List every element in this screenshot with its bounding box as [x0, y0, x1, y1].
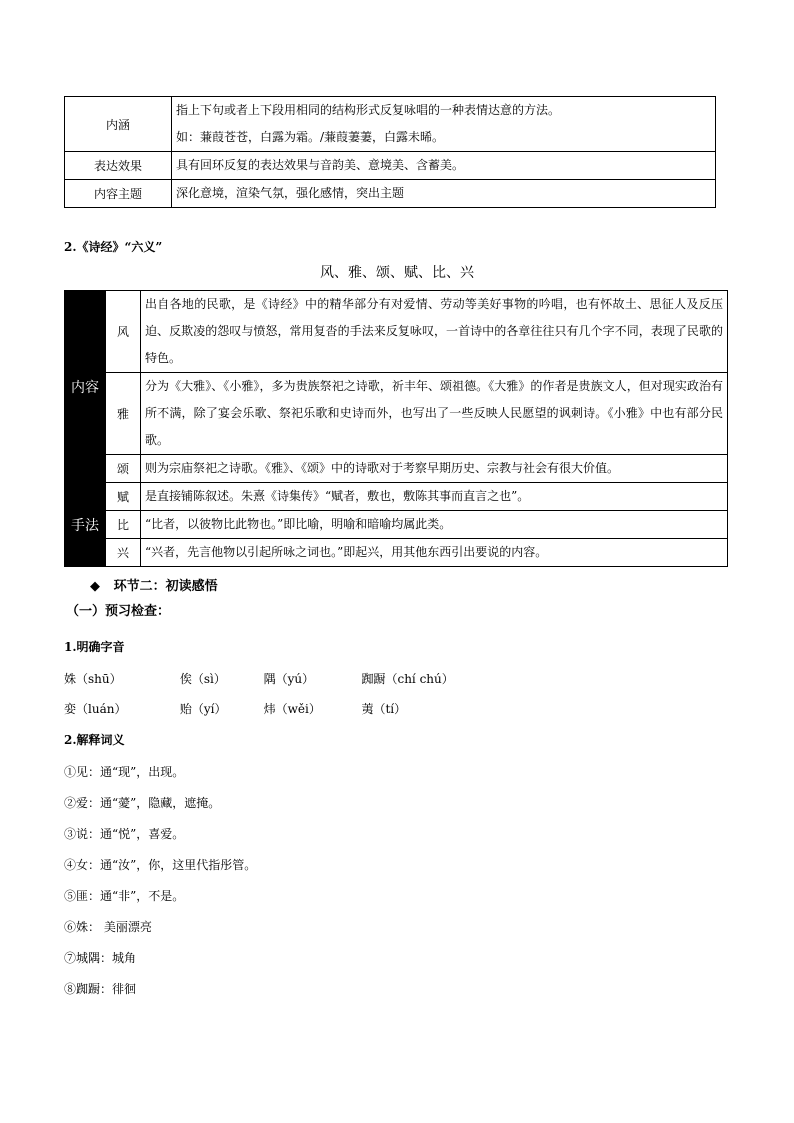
pinyin-row — [64, 670, 454, 687]
section-heading: 2.《诗经》“六义” — [64, 240, 163, 254]
section2-heading-row — [90, 575, 218, 594]
table-row — [65, 152, 716, 180]
pinyin-item: 炜（wěi） — [263, 702, 321, 716]
pronunciation-heading: 1.明确字音 — [64, 640, 125, 654]
row-line: 指上下句或者上下段用相同的结构形式反复咏唱的一种表情达意的方法。 — [176, 103, 561, 117]
row-value — [172, 97, 716, 152]
section-title: 风、雅、颂、赋、比、兴 — [320, 265, 474, 281]
row-key: 风 — [106, 291, 141, 373]
liuyi-table — [64, 290, 728, 567]
row-text: 则为宗庙祭祀之诗歌。《雅》、《颂》中的诗歌对于考察早期历史、宗教与社会有很大价值。 — [141, 455, 728, 483]
row-text: 出自各地的民歌，是《诗经》中的精华部分有对爱情、劳动等美好事物的吟唱，也有怀故土、思征人及反压迫、反欺凌的怨叹与愤怒，常用复沓的手法来反复咏叹，一首诗中的各章往往只有几个字不同，表现了民歌的特色。 — [141, 291, 728, 373]
table-row — [65, 483, 728, 511]
vocab-item: ③说：通“悦”，喜爱。 — [64, 827, 185, 841]
vocab-item: ②爱：通“薆”，隐藏，遮掩。 — [64, 796, 221, 810]
table-row — [65, 180, 716, 208]
sub-heading: （一）预习检查： — [66, 604, 171, 619]
table-row — [65, 455, 728, 483]
row-key: 兴 — [106, 539, 141, 567]
row-value: 深化意境，渲染气氛，强化感情，突出主题 — [172, 180, 716, 208]
table-row — [65, 373, 728, 455]
row-line: 如：蒹葭苍苍，白露为霜。/蒹葭萋萋，白露未晞。 — [176, 130, 445, 144]
row-key: 比 — [106, 511, 141, 539]
row-key: 内涵 — [65, 97, 172, 152]
pinyin-item: 姝（shū） — [64, 672, 122, 686]
pinyin-row — [64, 700, 406, 717]
pinyin-item: 荑（tí） — [361, 702, 407, 716]
row-text: “比者，以彼物比此物也。”即比喻，明喻和暗喻均属此类。 — [141, 511, 728, 539]
pinyin-item: 隅（yú） — [263, 672, 315, 686]
row-key: 雅 — [106, 373, 141, 455]
content-label: 内容 — [65, 291, 106, 483]
table-row — [65, 539, 728, 567]
vocab-item: ⑤匪：通“非”，不是。 — [64, 889, 185, 903]
row-key: 内容主题 — [65, 180, 172, 208]
row-key: 表达效果 — [65, 152, 172, 180]
vocab-item: ⑥姝： 美丽漂亮 — [64, 920, 152, 934]
vocab-item: ④女：通“汝”，你，这里代指彤管。 — [64, 858, 257, 872]
pinyin-item: 贻（yí） — [179, 702, 227, 716]
vocab-item: ①见：通“现”，出现。 — [64, 765, 185, 779]
row-text: “兴者，先言他物以引起所咏之词也。”即起兴，用其他东西引出要说的内容。 — [141, 539, 728, 567]
table-row — [65, 291, 728, 373]
table-row — [65, 511, 728, 539]
section2-heading: 环节二：初读感悟 — [113, 579, 218, 594]
row-text: 分为《大雅》、《小雅》，多为贵族祭祀之诗歌，祈丰年、颂祖德。《大雅》的作者是贵族文人，但对现实政治有所不满，除了宴会乐歌、祭祀乐歌和史诗而外，也写出了一些反映人民愿望的讽刺诗。《小雅》中也有部分民歌。 — [141, 373, 728, 455]
method-label: 手法 — [65, 483, 106, 567]
pinyin-item: 娈（luán） — [64, 702, 127, 716]
pinyin-item: 俟（sì） — [179, 672, 226, 686]
row-key: 颂 — [106, 455, 141, 483]
pinyin-item: 踟蹰（chí chú） — [361, 672, 454, 686]
vocab-item: ⑧踟蹰：徘徊 — [64, 982, 137, 996]
vocab-heading: 2.解释词义 — [64, 733, 125, 747]
row-key: 赋 — [106, 483, 141, 511]
rhetoric-table — [64, 96, 716, 208]
diamond-bullet-icon: ◆ — [90, 579, 100, 594]
vocab-item: ⑦城隅：城角 — [64, 951, 137, 965]
row-text: 是直接铺陈叙述。朱熹《诗集传》“赋者，敷也，敷陈其事而直言之也”。 — [141, 483, 728, 511]
table-row — [65, 97, 716, 152]
row-value: 具有回环反复的表达效果与音韵美、意境美、含蓄美。 — [172, 152, 716, 180]
